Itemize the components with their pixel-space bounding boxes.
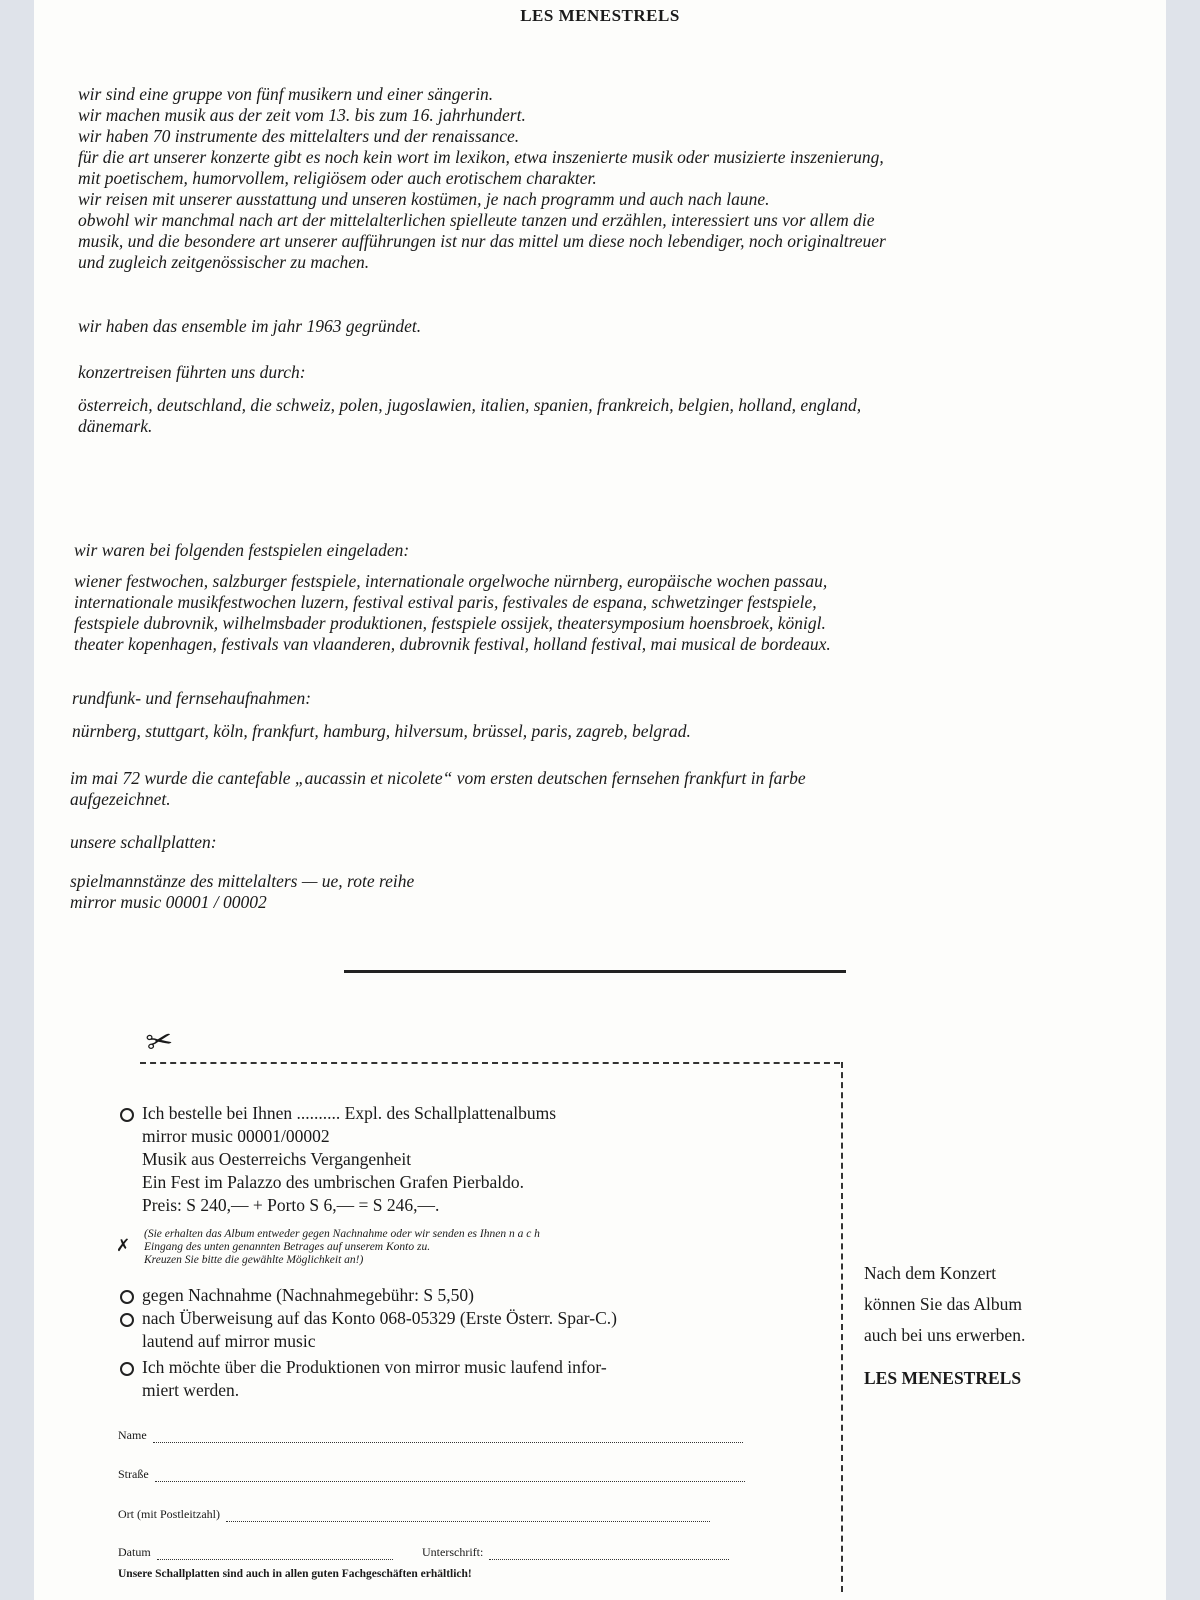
checked-x-icon: ✗ <box>116 1236 131 1256</box>
note-line: Eingang des unten genannten Betrages auf unserem Konto zu. <box>144 1241 431 1253</box>
name-label: Name <box>118 1428 147 1442</box>
street-label: Straße <box>118 1467 149 1481</box>
intro-paragraph <box>78 84 1138 273</box>
option-circle-icon[interactable] <box>120 1108 134 1122</box>
option-circle-icon[interactable] <box>120 1362 134 1376</box>
order-option-newsletter <box>120 1356 760 1402</box>
intro-line: musik, und die besondere art unserer aufführungen ist nur das mittel um diese noch lebendiger, noch originaltreuer <box>78 231 886 251</box>
intro-line: wir machen musik aus der zeit vom 13. bis zum 16. jahrhundert. <box>78 105 526 125</box>
intro-line: für die art unserer konzerte gibt es noch kein wort im lexikon, etwa inszenierte musik oder musizierte inszenierung, <box>78 147 884 167</box>
tv-line: im mai 72 wurde die cantefable „aucassin et nicolete“ vom ersten deutschen fernsehen frankfurt in farbe <box>70 768 806 788</box>
side-note <box>864 1258 1124 1394</box>
city-field[interactable] <box>118 1507 710 1522</box>
tours-line: dänemark. <box>78 416 153 436</box>
festivals-section <box>74 540 1134 655</box>
order-line: Musik aus Oesterreichs Vergangenheit <box>142 1149 412 1169</box>
intro-line: obwohl wir manchmal nach art der mittelalterlichen spielleute tanzen und erzählen, interessiert uns vor allem die <box>78 210 875 230</box>
order-note <box>116 1228 764 1267</box>
order-line: miert werden. <box>142 1380 240 1400</box>
order-line: Ich möchte über die Produktionen von mirror music laufend infor- <box>142 1357 607 1377</box>
name-field[interactable] <box>118 1428 743 1443</box>
order-line: nach Überweisung auf das Konto 068-05329 (Erste Österr. Spar-C.) <box>142 1308 617 1328</box>
signature-line[interactable] <box>489 1547 729 1560</box>
page-title: LES MENESTRELS <box>520 6 680 25</box>
note-line: (Sie erhalten das Album entweder gegen Nachnahme oder wir senden es Ihnen n a c h <box>144 1228 540 1240</box>
festivals-heading: wir waren bei folgenden festspielen eingeladen: <box>74 540 410 560</box>
records-line: mirror music 00001 / 00002 <box>70 892 267 912</box>
records-heading: unsere schallplatten: <box>70 832 217 852</box>
divider-rule <box>344 970 846 973</box>
tv-line: aufgezeichnet. <box>70 789 171 809</box>
festivals-line: theater kopenhagen, festivals van vlaanderen, dubrovnik festival, holland festival, mai musical de bordeaux. <box>74 634 831 654</box>
tours-section <box>78 362 1138 437</box>
broadcast-heading: rundfunk- und fernsehaufnahmen: <box>72 688 312 708</box>
founded-line: wir haben das ensemble im jahr 1963 gegründet. <box>78 316 422 336</box>
order-line: lautend auf mirror music <box>142 1331 316 1351</box>
order-option-transfer <box>120 1307 760 1353</box>
intro-line: wir sind eine gruppe von fünf musikern und einer sängerin. <box>78 84 494 104</box>
scissors-icon: ✂ <box>142 1019 176 1063</box>
side-line: Nach dem Konzert <box>864 1263 997 1283</box>
note-line: Kreuzen Sie bitte die gewählte Möglichkeit an!) <box>144 1254 364 1266</box>
date-line[interactable] <box>157 1547 393 1560</box>
order-option-cod <box>120 1284 760 1307</box>
city-line[interactable] <box>226 1509 710 1522</box>
intro-line: wir haben 70 instrumente des mittelalters und der renaissance. <box>78 126 520 146</box>
tours-line: österreich, deutschland, die schweiz, polen, jugoslawien, italien, spanien, frankreich, belgien, holland, england, <box>78 395 862 415</box>
cut-line-horizontal <box>140 1062 840 1064</box>
broadcast-line: nürnberg, stuttgart, köln, frankfurt, hamburg, hilversum, brüssel, paris, zagreb, belgrad. <box>72 721 691 741</box>
order-line: Ein Fest im Palazzo des umbrischen Grafen Pierbaldo. <box>142 1172 524 1192</box>
footer-note: Unsere Schallplatten sind auch in allen guten Fachgeschäften erhältlich! <box>118 1568 472 1580</box>
name-line[interactable] <box>153 1430 743 1443</box>
order-option-album <box>120 1102 760 1217</box>
festivals-line: festspiele dubrovnik, wilhelmsbader produktionen, festspiele ossijek, theatersymposium hoensbroek, königl. <box>74 613 826 633</box>
option-circle-icon[interactable] <box>120 1313 134 1327</box>
founded-line-wrap <box>78 316 1138 337</box>
signature-label: Unterschrift: <box>422 1545 484 1559</box>
side-line: können Sie das Album <box>864 1294 1022 1314</box>
option-circle-icon[interactable] <box>120 1290 134 1304</box>
date-label: Datum <box>118 1545 151 1559</box>
tours-heading: konzertreisen führten uns durch: <box>78 362 306 382</box>
side-brand: LES MENESTRELS <box>864 1368 1022 1388</box>
cut-line-vertical <box>841 1062 843 1592</box>
broadcast-section <box>72 688 1132 742</box>
date-field[interactable] <box>118 1545 393 1560</box>
street-field[interactable] <box>118 1467 745 1482</box>
festivals-line: wiener festwochen, salzburger festspiele, internationale orgelwoche nürnberg, europäische wochen passau, <box>74 571 828 591</box>
intro-line: mit poetischem, humorvollem, religiösem oder auch erotischem charakter. <box>78 168 597 188</box>
intro-line: und zugleich zeitgenössischer zu machen. <box>78 252 370 272</box>
street-line[interactable] <box>155 1469 745 1482</box>
festivals-line: internationale musikfestwochen luzern, festival estival paris, festivales de espana, schwetzinger festspiele, <box>74 592 817 612</box>
records-line: spielmannstänze des mittelalters — ue, rote reihe <box>70 871 415 891</box>
signature-field[interactable] <box>422 1545 729 1560</box>
order-line: gegen Nachnahme (Nachnahmegebühr: S 5,50) <box>142 1285 474 1305</box>
tv-section <box>70 768 1130 810</box>
intro-line: wir reisen mit unserer ausstattung und unseren kostümen, je nach programm und auch nach laune. <box>78 189 770 209</box>
city-label: Ort (mit Postleitzahl) <box>118 1507 220 1521</box>
document-page <box>34 0 1166 1600</box>
order-line: Ich bestelle bei Ihnen .......... Expl. des Schallplattenalbums <box>142 1103 557 1123</box>
order-line: Preis: S 240,— + Porto S 6,— = S 246,—. <box>142 1195 440 1215</box>
order-line: mirror music 00001/00002 <box>142 1126 330 1146</box>
side-line: auch bei uns erwerben. <box>864 1325 1026 1345</box>
records-section <box>70 832 1130 913</box>
